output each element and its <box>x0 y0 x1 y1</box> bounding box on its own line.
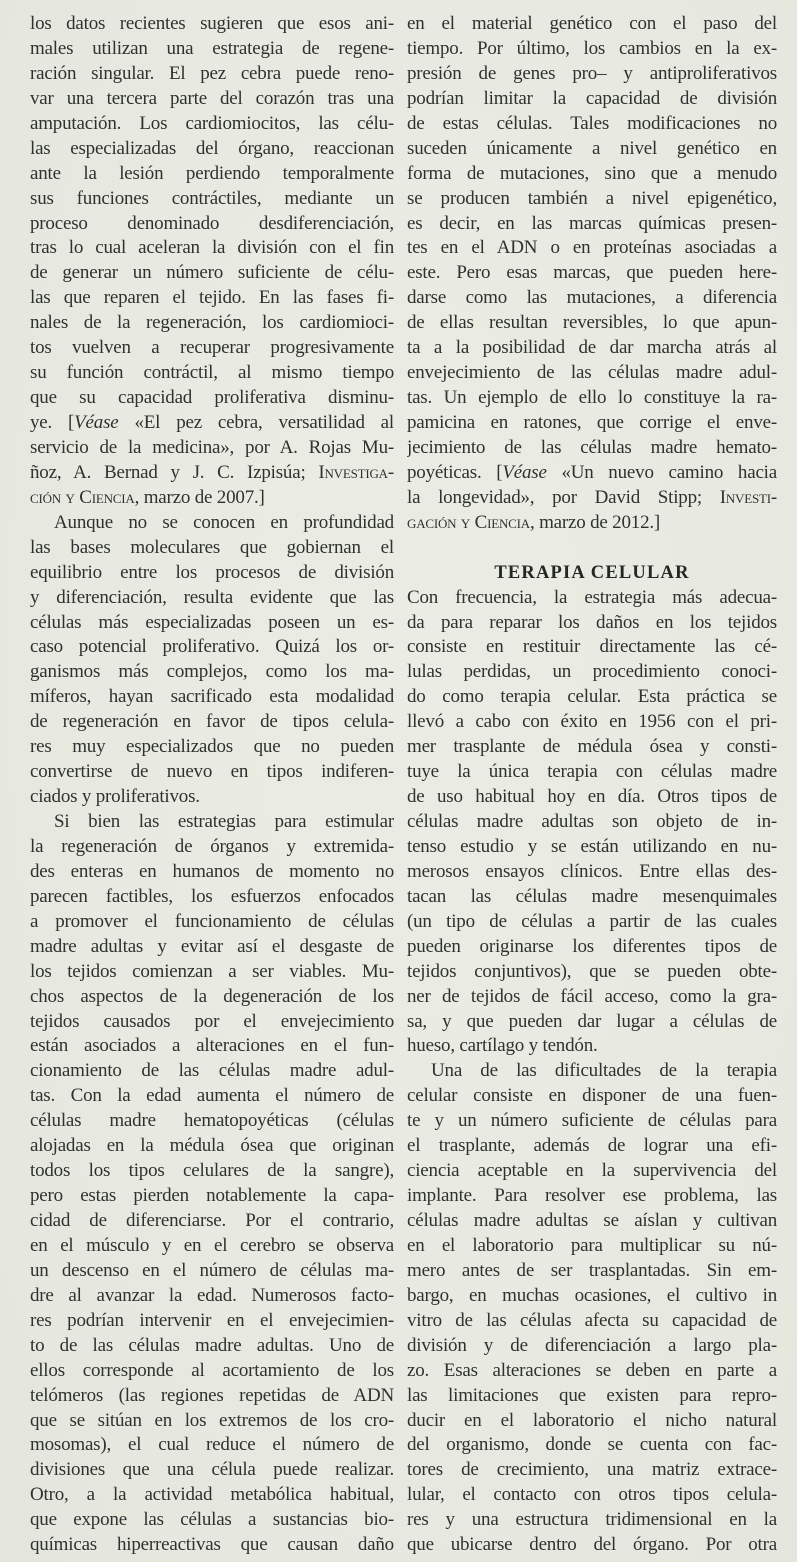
text-line: las especializadas del órgano, reaccionan <box>30 137 394 159</box>
text-line <box>30 411 394 436</box>
text-line: servicio de la medicina», por A. Rojas Mu- <box>30 436 394 458</box>
text-line: que ubicarse dentro del órgano. Por otra <box>407 1534 777 1556</box>
text-line: que su capacidad proliferativa disminu- <box>30 387 394 409</box>
italic-text: Véase <box>502 461 547 483</box>
text-line: nales de la regeneración, los cardiomioci- <box>30 312 394 334</box>
text-segment: poyéticas. [ <box>407 461 503 483</box>
small-caps-journal-name: Investiga- <box>318 461 394 483</box>
text-line: de estas células. Tales modificaciones no <box>407 112 777 134</box>
text-line: ta a la posibilidad de dar marcha atrás al <box>407 337 777 359</box>
text-line: que se sitúan en los extremos de los cro- <box>30 1409 394 1431</box>
text-line: te y un número suficiente de células para <box>407 1110 777 1132</box>
text-line: las que reparen el tejido. En las fases fi- <box>30 287 394 309</box>
text-line: cidad de diferenciarse. Por el contrario, <box>30 1210 394 1231</box>
text-segment: ñoz, A. Bernad y J. C. Izpisúa; <box>30 461 319 483</box>
text-line: darse como las mutaciones, a diferencia <box>407 287 777 309</box>
text-line: que expone las células a sustancias bio- <box>30 1509 394 1531</box>
text-line: equilibrio entre los procesos de división <box>30 561 394 583</box>
section-heading-terapia-celular: TERAPIA CELULAR <box>494 562 690 583</box>
text-line: un descenso en el número de células ma- <box>30 1259 394 1281</box>
text-line: bargo, en muchas ocasiones, el cultivo in <box>407 1284 777 1306</box>
text-line <box>407 486 777 511</box>
small-caps-journal-name: Investi- <box>719 486 777 508</box>
small-caps-journal-name: gación y Ciencia, <box>407 511 535 533</box>
text-line: dre al avanzar la edad. Numerosos facto- <box>30 1284 394 1306</box>
text-line: tras lo cual aceleran la división con el fin <box>30 237 394 259</box>
text-line: tejidos causados por el envejecimiento <box>30 1010 394 1032</box>
text-line: Otro, a la actividad metabólica habitual, <box>30 1484 394 1506</box>
text-line: tuye la única terapia con células madre <box>407 761 777 783</box>
text-line: a promover el funcionamiento de células <box>30 910 394 932</box>
text-line: telómeros (las regiones repetidas de ADN <box>30 1384 394 1406</box>
text-line: ner de tejidos de fácil acceso, como la gra- <box>407 985 777 1007</box>
text-line: mero antes de ser trasplantadas. Sin em- <box>407 1259 777 1281</box>
text-line: ellos corresponde al acortamiento de los <box>30 1359 394 1381</box>
text-line: pero estas pierden notablemente la capa- <box>30 1185 394 1207</box>
text-line: es decir, en las marcas químicas presen- <box>407 212 777 234</box>
text-line: este. Pero esas marcas, que pueden here- <box>407 262 777 284</box>
text-line: se producen también a nivel epigenético, <box>407 187 777 209</box>
text-line: células madre adultas se aíslan y cultivan <box>407 1210 777 1231</box>
paragraph-spacer <box>407 536 777 561</box>
text-line: tiempo. Por último, los cambios en la ex- <box>407 37 777 59</box>
text-line: mer trasplante de médula ósea y consti- <box>407 736 777 758</box>
text-line: parecen factibles, los esfuerzos enfocados <box>30 885 394 907</box>
text-line: jecimiento de las células madre hemato- <box>407 436 777 458</box>
small-caps-journal-name: ción y Ciencia, <box>30 486 140 508</box>
text-line: presión de genes pro– y antiproliferativos <box>407 62 777 84</box>
text-line: de generar un número suficiente de célu- <box>30 262 394 284</box>
text-line: Si bien las estrategias para estimular <box>54 811 394 832</box>
text-line: cionamiento de las células madre adul- <box>30 1060 394 1082</box>
text-line: ducir en el laboratorio el nicho natural <box>407 1409 777 1431</box>
text-line: proceso denominado desdiferenciación, <box>30 212 394 234</box>
text-line: do como terapia celular. Esta práctica se <box>407 686 777 708</box>
text-line: celular consiste en disponer de una fuen- <box>407 1085 777 1107</box>
text-line: envejecimiento de las células madre adul- <box>407 362 777 384</box>
text-line: convertirse de nuevo en tipos indiferen- <box>30 761 394 783</box>
italic-text: Véase <box>74 412 119 433</box>
text-line: sa, y que pueden dar lugar a células de <box>407 1010 777 1032</box>
text-line: var una tercera parte del corazón tras una <box>30 87 394 109</box>
text-column-right <box>407 12 777 1558</box>
text-line: el trasplante, además de lograr una efi- <box>407 1135 777 1157</box>
text-line: las bases moleculares que gobiernan el <box>30 536 394 558</box>
text-line: los datos recientes sugieren que esos ani- <box>30 13 394 34</box>
text-line: tos vuelven a recuperar progresivamente <box>30 337 394 359</box>
text-segment: marzo de 2007.] <box>139 486 265 508</box>
text-line: células madre adultas son objeto de in- <box>407 811 777 832</box>
text-line: lular, el contacto con otros tipos celula- <box>407 1484 777 1506</box>
text-line: células más especializadas poseen un es- <box>30 611 394 633</box>
text-line: males utilizan una estrategia de regene- <box>30 37 394 59</box>
text-line: de uso habitual hoy en día. Otros tipos de <box>407 786 777 808</box>
text-line: res y una estructura tridimensional en la <box>407 1509 777 1531</box>
text-line: su función contráctil, al mismo tiempo <box>30 362 394 384</box>
text-line: en el material genético con el paso del <box>407 13 777 34</box>
text-segment: «El pez cebra, versatilidad al <box>118 412 394 433</box>
text-line: células madre hematopoyéticas (células <box>30 1110 394 1132</box>
text-line: tores de crecimiento, una matriz extrace- <box>407 1459 777 1481</box>
text-line: alojadas en la médula ósea que originan <box>30 1135 394 1157</box>
text-line: y diferenciación, resulta evidente que las <box>30 586 394 608</box>
text-segment: «Un nuevo camino hacia <box>546 461 777 483</box>
text-line: todos los tipos celulares de la sangre), <box>30 1160 394 1182</box>
text-line: tenso estudio y se están utilizando en nu- <box>407 835 777 857</box>
text-line: podrían limitar la capacidad de división <box>407 87 777 109</box>
text-line: tas. Un ejemplo de ello lo constituye la ra- <box>407 387 777 409</box>
text-line <box>30 486 394 511</box>
text-line: res muy especializados que no pueden <box>30 736 394 758</box>
text-line: amputación. Los cardiomiocitos, las célu- <box>30 112 394 134</box>
text-line: llevó a cabo con éxito en 1956 con el pri- <box>407 711 777 733</box>
text-line: tas. Con la edad aumenta el número de <box>30 1085 394 1107</box>
text-line: caso potencial proliferativo. Quizá los or- <box>30 636 394 658</box>
text-line: zo. Esas alteraciones se deben en parte a <box>407 1359 777 1381</box>
text-line: res podrían intervenir en el envejecimien- <box>30 1309 394 1331</box>
text-line: en el laboratorio para multiplicar su nú- <box>407 1234 777 1256</box>
text-line: ración singular. El pez cebra puede reno- <box>30 62 394 84</box>
text-line: químicas hiperreactivas que causan daño <box>30 1534 394 1556</box>
text-segment: marzo de 2012.] <box>534 511 661 533</box>
text-line: Una de las dificultades de la terapia <box>431 1060 777 1082</box>
text-line: to de las células madre adultas. Uno de <box>30 1334 394 1356</box>
text-line: chos aspectos de la degeneración de los <box>30 985 394 1007</box>
text-line: Con frecuencia, la estrategia más adecua- <box>407 586 777 608</box>
text-line: Aunque no se conocen en profundidad <box>54 511 394 533</box>
text-line: forma de mutaciones, sino que a menudo <box>407 162 777 184</box>
text-line: implante. Para resolver ese problema, las <box>407 1185 777 1207</box>
text-segment: ye. [ <box>30 412 75 433</box>
text-column-left <box>30 12 394 1558</box>
text-line: sus funciones contráctiles, mediante un <box>30 187 394 209</box>
text-line: están asociados a alteraciones en el fun- <box>30 1035 394 1057</box>
text-line: da para reparar los daños en los tejidos <box>407 611 777 633</box>
text-line: suceden únicamente a nivel genético en <box>407 137 777 159</box>
text-line: ciados y proliferativos. <box>30 786 200 808</box>
text-line <box>30 461 394 486</box>
text-line: ciencia aceptable en la supervivencia del <box>407 1160 777 1182</box>
text-line: consiste en restituir directamente las cé- <box>407 636 777 658</box>
text-line: tacan las células madre mesenquimales <box>407 885 777 907</box>
text-line: vitro de las células afecta su capacidad de <box>407 1309 777 1331</box>
text-line: pamicina en ratones, que corrige el enve- <box>407 412 777 433</box>
text-line <box>407 461 777 486</box>
text-line: en el músculo y en el cerebro se observa <box>30 1234 394 1256</box>
text-line: pueden originarse los diferentes tipos de <box>407 935 777 957</box>
text-line: madre adultas y evitar así el desgaste de <box>30 935 394 957</box>
text-line: del organismo, donde se cuenta con fac- <box>407 1434 777 1456</box>
text-line: de ellas resultan reversibles, lo que apun- <box>407 312 777 334</box>
text-line: lulas perdidas, un procedimiento conoci- <box>407 661 777 683</box>
text-line: de regeneración en favor de tipos celula- <box>30 711 394 733</box>
text-line: tejidos conjuntivos), que se pueden obte- <box>407 960 777 982</box>
text-segment: la longevidad», por David Stipp; <box>407 486 720 508</box>
text-line: mosomas), el cual reduce el número de <box>30 1434 394 1456</box>
text-line: ganismos más complejos, como los ma- <box>30 661 394 683</box>
text-line: ante la lesión perdiendo temporalmente <box>30 162 394 184</box>
text-line: los tejidos comienzan a ser viables. Mu- <box>30 960 394 982</box>
text-line: (un tipo de células a partir de las cuales <box>407 910 777 932</box>
text-line: división y de diferenciación a largo pla- <box>407 1334 777 1356</box>
text-line: míferos, hayan sacrificado esta modalidad <box>30 686 394 708</box>
text-line: hueso, cartílago y tendón. <box>407 1035 598 1057</box>
text-line: la regeneración de órganos y extremida- <box>30 835 394 857</box>
text-line: merosos ensayos clínicos. Entre ellas des- <box>407 860 777 882</box>
text-line: des enteras en humanos de momento no <box>30 860 394 882</box>
text-line: las limitaciones que existen para repro- <box>407 1384 777 1406</box>
text-line: tes en el ADN o en proteínas asociadas a <box>407 237 777 259</box>
text-line: divisiones que una célula puede realizar. <box>30 1459 394 1481</box>
text-line <box>407 511 777 536</box>
